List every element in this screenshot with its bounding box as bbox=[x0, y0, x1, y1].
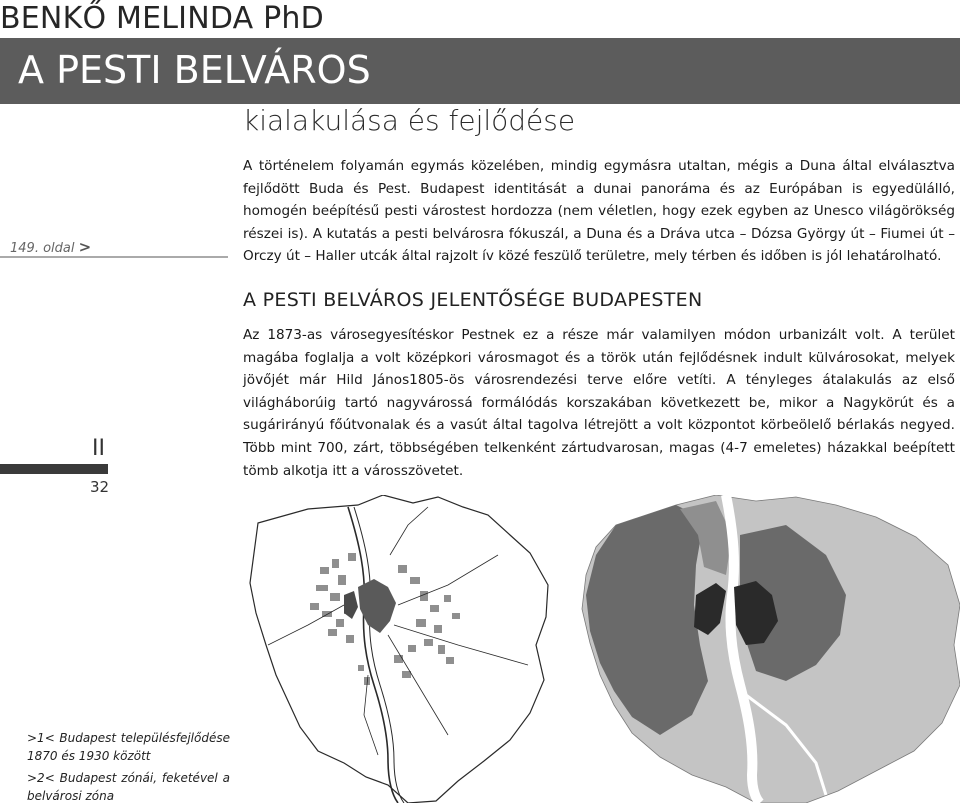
author-name: BENKŐ MELINDA PhD bbox=[0, 1, 324, 36]
page-subtitle: kialakulása és fejlődése bbox=[243, 104, 576, 137]
chapter-marker-bar bbox=[0, 464, 108, 474]
figure-caption-2: >2< Budapest zónái, feketével a belvárosi zóna bbox=[27, 771, 230, 803]
chapter-numeral: II bbox=[92, 436, 105, 461]
divider bbox=[0, 256, 228, 258]
settlement-development-map bbox=[248, 495, 553, 803]
page-title: A PESTI BELVÁROS bbox=[18, 48, 371, 92]
page-number: 32 bbox=[90, 478, 110, 496]
figure-caption-1: >1< Budapest településfejlődése 1870 és 1930 között bbox=[27, 731, 230, 763]
city-zones-map bbox=[576, 495, 960, 803]
title-banner bbox=[0, 38, 960, 104]
city-boundary bbox=[250, 495, 548, 803]
section-heading: A PESTI BELVÁROS JELENTŐSÉGE BUDAPESTEN bbox=[243, 289, 703, 311]
intro-paragraph: A történelem folyamán egymás közelében, mindig egymásra utaltan, mégis a Duna által elválasztva fejlődött Buda és Pest. Budapest identitását a dunai panoráma és az Európában is egyedülálló, homogén beépítésű pesti várostest hordozza (nem véletlen, hogy ezek egyben az Unesco világörökség részei is). A kutatás a pesti belvárosra fókuszál, a Duna és a Dráva utca – Dózsa György út – Fiumei út – Orczy út – Haller utcák által rajzolt ív közé feszülő területre, mely térben és időben is jól lehatárolható. bbox=[243, 158, 955, 265]
page-reference-link[interactable] bbox=[10, 238, 91, 256]
page-reference-text: 149. oldal bbox=[10, 241, 75, 256]
section-paragraph: Az 1873-as városegyesítéskor Pestnek ez a része már valamilyen módon urbanizált volt. A terület magába foglalja a volt középkori városmagot és a török után fejlődésnek indult külvárosokat, melyek jövőjét már Hild János1805-ös városrendezési terve előre vetíti. A tényleges átalakulás az első világháborúig tartó nagyvárossá formálódás korszakában következett be, mikor a Nagykörút és a sugárirányú főútvonalak és a vasút által tagolva létrejött a volt központot körbeölelő bérlakás negyed. Több mint 700, zárt, többségében telkenként zártudvarosan, magas (4-7 emeletes) házakkal beépített tömb alkotja itt a városszövetet. bbox=[243, 327, 955, 479]
chevron-right-icon: > bbox=[78, 238, 92, 256]
